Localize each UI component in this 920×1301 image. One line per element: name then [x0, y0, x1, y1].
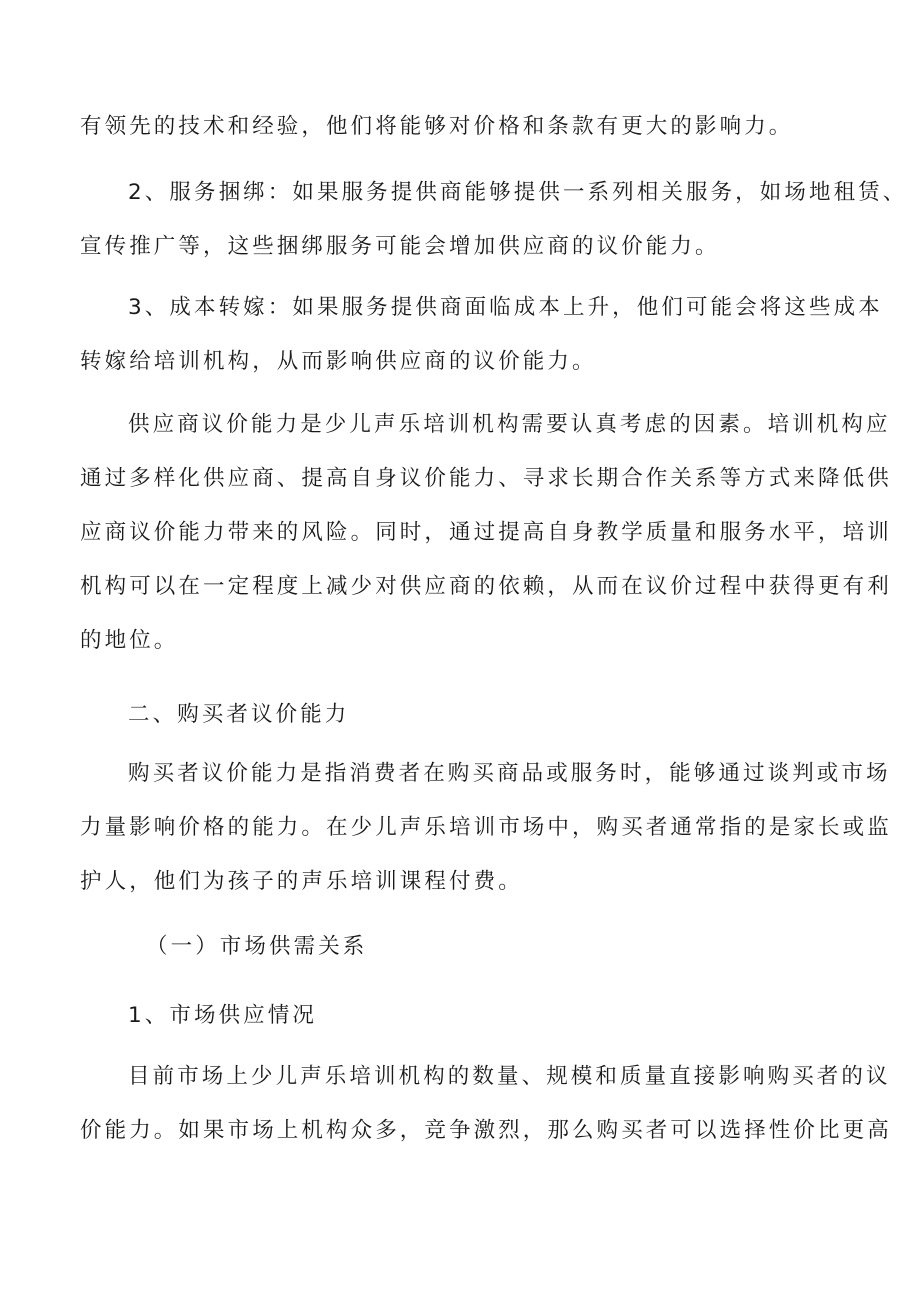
text-line: 宣传推广等，这些捆绑服务可能会增加供应商的议价能力。 — [80, 234, 720, 259]
paragraph-market-supply — [80, 1050, 892, 1158]
paragraph-buyer-definition — [80, 747, 892, 909]
paragraph-continuation — [80, 100, 850, 154]
paragraph-service-bundling — [80, 166, 908, 274]
paragraph-supplier-summary — [80, 398, 892, 668]
text-line: 的地位。 — [80, 628, 179, 653]
text-line: 应商议价能力带来的风险。同时，通过提高自身教学质量和服务水平，培训 — [80, 520, 892, 545]
text-line: 价能力。如果市场上机构众多，竞争激烈，那么购买者可以选择性价比更高 — [80, 1118, 892, 1143]
text-line: 目前市场上少儿声乐培训机构的数量、规模和质量直接影响购买者的议 — [128, 1064, 891, 1089]
text-line: 通过多样化供应商、提高自身议价能力、寻求长期合作关系等方式来降低供 — [80, 466, 892, 491]
section-heading — [80, 688, 850, 742]
section-title: 二、购买者议价能力 — [128, 702, 350, 727]
text-line: 购买者议价能力是指消费者在购买商品或服务时，能够通过谈判或市场 — [128, 761, 891, 786]
item-title: 1、市场供应情况 — [128, 1003, 317, 1028]
text-line: 供应商议价能力是少儿声乐培训机构需要认真考虑的因素。培训机构应 — [128, 412, 891, 437]
subsection-heading — [80, 920, 850, 974]
paragraph-cost-transfer — [80, 281, 883, 389]
item-heading — [80, 989, 850, 1043]
text-line: 机构可以在一定程度上减少对供应商的依赖，从而在议价过程中获得更有利 — [80, 574, 892, 599]
text-line: 2、服务捆绑：如果服务提供商能够提供一系列相关服务，如场地租赁、 — [128, 180, 908, 205]
text-line: 力量影响价格的能力。在少儿声乐培训市场中，购买者通常指的是家长或监 — [80, 815, 892, 840]
subsection-title: （一）市场供需关系 — [146, 934, 368, 959]
text-line: 3、成本转嫁：如果服务提供商面临成本上升，他们可能会将这些成本 — [128, 295, 883, 320]
text-line: 护人，他们为孩子的声乐培训课程付费。 — [80, 869, 523, 894]
text-line: 转嫁给培训机构，从而影响供应商的议价能力。 — [80, 349, 597, 374]
text-line: 有领先的技术和经验，他们将能够对价格和条款有更大的影响力。 — [80, 114, 794, 139]
